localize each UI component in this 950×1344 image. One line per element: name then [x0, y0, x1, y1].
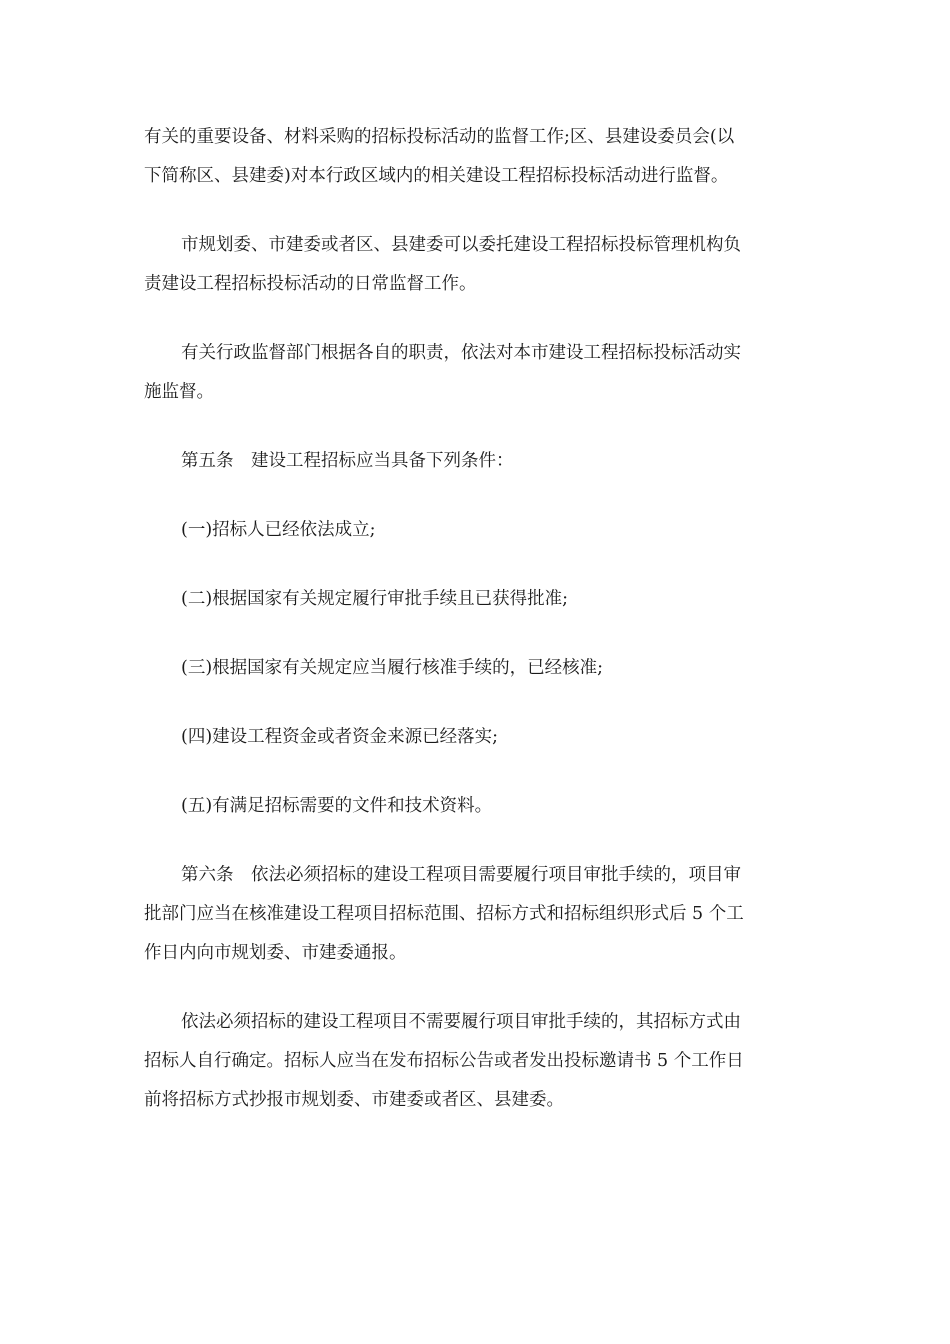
article-6-paragraph — [144, 856, 814, 973]
paragraph-line: 第六条 依法必须招标的建设工程项目需要履行项目审批手续的，项目审 — [181, 865, 741, 885]
condition-item-4 — [144, 718, 814, 757]
paragraph-line: (四)建设工程资金或者资金来源已经落实; — [181, 727, 499, 747]
paragraph-line: 下简称区、县建委)对本行政区域内的相关建设工程招标投标活动进行监督。 — [144, 166, 729, 186]
paragraph-line: (二)根据国家有关规定履行审批手续且已获得批准; — [181, 589, 569, 609]
document-page — [144, 118, 814, 1150]
paragraph-line: 前将招标方式抄报市规划委、市建委或者区、县建委。 — [144, 1090, 564, 1110]
article-6-second-paragraph — [144, 1003, 814, 1120]
paragraph-line: 责建设工程招标投标活动的日常监督工作。 — [144, 274, 477, 294]
paragraph-line: 施监督。 — [144, 382, 214, 402]
paragraph-line: 市规划委、市建委或者区、县建委可以委托建设工程招标投标管理机构负 — [181, 235, 741, 255]
paragraph-delegation — [144, 226, 814, 304]
article-5-heading — [144, 442, 814, 481]
paragraph-line: 有关的重要设备、材料采购的招标投标活动的监督工作;区、县建设委员会(以 — [144, 127, 735, 147]
paragraph-line: (五)有满足招标需要的文件和技术资料。 — [181, 796, 493, 816]
condition-item-5 — [144, 787, 814, 826]
paragraph-line: 招标人自行确定。招标人应当在发布招标公告或者发出投标邀请书 5 个工作日 — [144, 1051, 744, 1071]
paragraph-supervision-scope — [144, 118, 814, 196]
paragraph-line: 第五条 建设工程招标应当具备下列条件： — [181, 451, 514, 471]
condition-item-2 — [144, 580, 814, 619]
paragraph-admin-supervision — [144, 334, 814, 412]
paragraph-line: (一)招标人已经依法成立; — [181, 520, 376, 540]
condition-item-1 — [144, 511, 814, 550]
paragraph-line: 依法必须招标的建设工程项目不需要履行项目审批手续的，其招标方式由 — [181, 1012, 741, 1032]
paragraph-line: 有关行政监督部门根据各自的职责，依法对本市建设工程招标投标活动实 — [181, 343, 741, 363]
paragraph-line: 作日内向市规划委、市建委通报。 — [144, 943, 407, 963]
condition-item-3 — [144, 649, 814, 688]
paragraph-line: (三)根据国家有关规定应当履行核准手续的，已经核准; — [181, 658, 604, 678]
paragraph-line: 批部门应当在核准建设工程项目招标范围、招标方式和招标组织形式后 5 个工 — [144, 904, 744, 924]
